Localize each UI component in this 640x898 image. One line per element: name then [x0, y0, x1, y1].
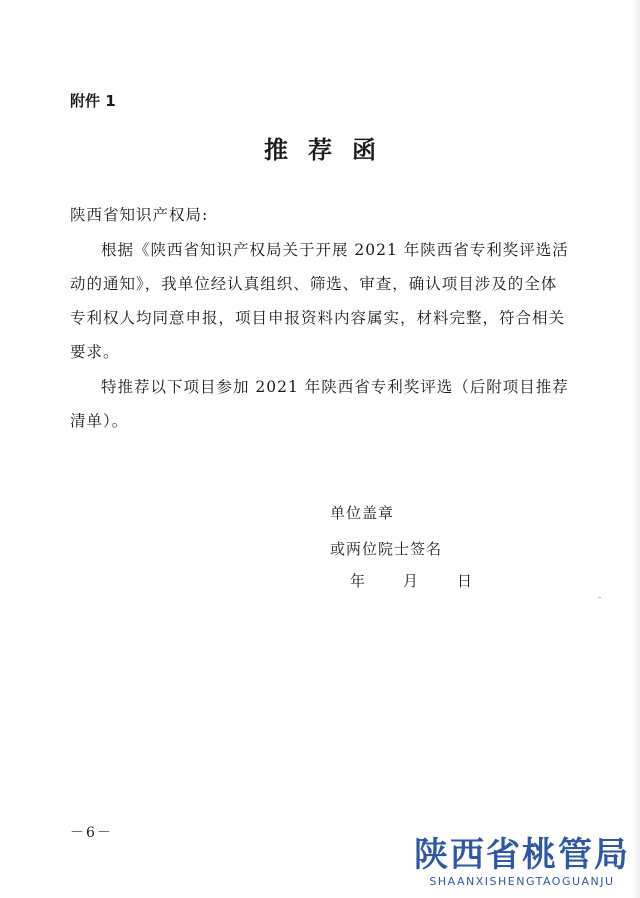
document-title: 推荐函 [264, 135, 396, 164]
scan-speck [598, 597, 601, 598]
date-day-label: 日 [457, 572, 473, 590]
signature-academician-line: 或两位院士签名 [330, 540, 443, 558]
attachment-label: 附件 1 [70, 92, 116, 110]
body-paragraph-1: 根据《陕西省知识产权局关于开展 2021 年陕西省专利奖评选活动的通知》，我单位经认真组织、筛选、审查，确认项目涉及的全体专利权人均同意申报，项目申报资料内容属实，材料完整，符合相关要求。 [70, 241, 569, 361]
body-paragraph-2: 特推荐以下项目参加 2021 年陕西省专利奖评选（后附项目推荐清单）。 [70, 378, 569, 430]
signature-seal-line: 单位盖章 [330, 504, 395, 522]
watermark-pinyin-text: SHAANXISHENGTAOGUANJU [429, 875, 615, 888]
date-year-label: 年 [350, 572, 366, 590]
date-month-label: 月 [403, 572, 419, 590]
recipient-line: 陕西省知识产权局: [70, 206, 209, 224]
watermark-logo [414, 835, 630, 889]
page-number: －6－ [70, 825, 113, 841]
watermark-chinese-text: 陕西省桃管局 [414, 835, 630, 875]
